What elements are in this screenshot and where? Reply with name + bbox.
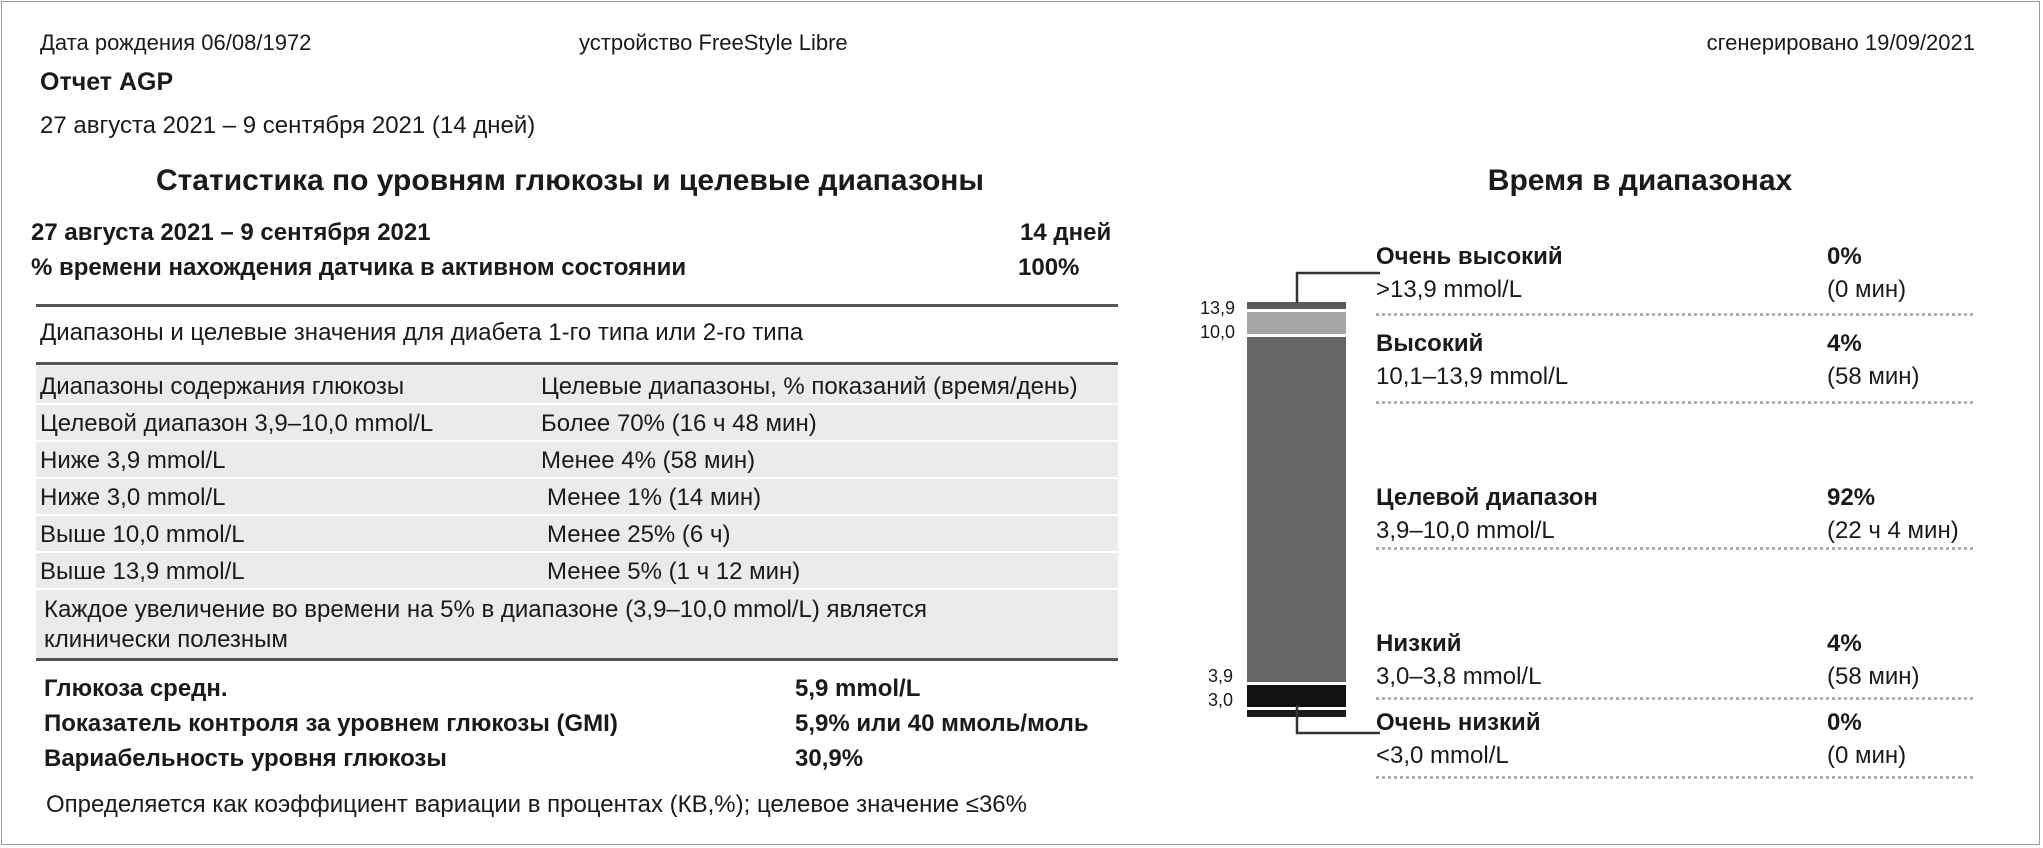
row-separator [36, 477, 1118, 479]
date-of-birth: Дата рождения 06/08/1972 [40, 30, 312, 55]
table-row-range: Целевой диапазон 3,9–10,0 mmol/L [40, 410, 434, 437]
low-pct: 4% [1827, 630, 1862, 657]
table-row-range: Ниже 3,0 mmol/L [40, 484, 226, 511]
high-label: Высокий [1376, 330, 1484, 357]
divider [36, 658, 1118, 661]
target-pct: 92% [1827, 484, 1876, 511]
col-header-targets: Целевые диапазоны, % показаний (время/день) [541, 373, 1078, 400]
row-separator [36, 588, 1118, 590]
sensor-active-value: 100% [1018, 254, 1080, 281]
very-low-time: (0 мин) [1827, 742, 1907, 769]
stats-period: 27 августа 2021 – 9 сентября 2021 [31, 219, 431, 246]
generated-date: сгенерировано 19/09/2021 [1706, 30, 1975, 55]
mean-glucose-value: 5,9 mmol/L [795, 675, 921, 702]
tick-3-0: 3,0 [1208, 690, 1234, 710]
dotted-separator [1376, 401, 1973, 404]
low-time: (58 мин) [1827, 663, 1920, 690]
gmi-label: Показатель контроля за уровнем глюкозы (GMI) [44, 710, 618, 737]
row-separator [36, 403, 1118, 405]
range-connectors [1290, 265, 1390, 745]
report-title: Отчет AGP [40, 68, 174, 96]
table-row-range: Выше 10,0 mmol/L [40, 521, 245, 548]
very-low-range: <3,0 mmol/L [1376, 742, 1509, 769]
dotted-separator [1376, 697, 1973, 700]
high-time: (58 мин) [1827, 363, 1920, 390]
very-high-range: >13,9 mmol/L [1376, 276, 1523, 303]
target-label: Целевой диапазон [1376, 484, 1598, 511]
row-separator [36, 551, 1118, 553]
device-name: устройство FreeStyle Libre [579, 30, 848, 55]
very-high-time: (0 мин) [1827, 276, 1907, 303]
low-range: 3,0–3,8 mmol/L [1376, 663, 1542, 690]
col-header-ranges: Диапазоны содержания глюкозы [40, 373, 405, 400]
target-time: (22 ч 4 мин) [1827, 517, 1959, 544]
sensor-active-label: % времени нахождения датчика в активном состоянии [31, 254, 687, 281]
target-range: 3,9–10,0 mmol/L [1376, 517, 1555, 544]
very-high-label: Очень высокий [1376, 243, 1563, 270]
dotted-separator [1376, 776, 1973, 779]
tick-13-9: 13,9 [1200, 298, 1236, 318]
mean-glucose-label: Глюкоза средн. [44, 675, 228, 702]
very-high-pct: 0% [1827, 243, 1862, 270]
table-row-target: Менее 5% (1 ч 12 мин) [547, 558, 801, 585]
tick-10-0: 10,0 [1200, 322, 1236, 342]
dotted-separator [1376, 313, 1973, 316]
tick-3-9: 3,9 [1208, 666, 1234, 686]
table-row-target: Более 70% (16 ч 48 мин) [541, 410, 817, 437]
low-label: Низкий [1376, 630, 1462, 657]
variability-note: Определяется как коэффициент вариации в процентах (КВ,%); целевое значение ≤36% [46, 791, 1027, 818]
row-separator [36, 440, 1118, 442]
table-row-target: Менее 25% (6 ч) [547, 521, 731, 548]
variability-label: Вариабельность уровня глюкозы [44, 745, 447, 772]
stats-days: 14 дней [1020, 219, 1112, 246]
ranges-caption: Диапазоны и целевые значения для диабета 1-го типа или 2-го типа [40, 319, 804, 346]
divider [36, 304, 1118, 307]
table-row-target: Менее 4% (58 мин) [541, 447, 756, 474]
divider [36, 362, 1118, 365]
very-low-pct: 0% [1827, 709, 1862, 736]
table-row-range: Ниже 3,9 mmol/L [40, 447, 226, 474]
high-range: 10,1–13,9 mmol/L [1376, 363, 1569, 390]
clinical-note: Каждое увеличение во времени на 5% в диапазоне (3,9–10,0 mmol/L) является [44, 596, 927, 623]
very-low-label: Очень низкий [1376, 709, 1541, 736]
gmi-value: 5,9% или 40 ммоль/моль [795, 710, 1089, 737]
table-row-target: Менее 1% (14 мин) [547, 484, 762, 511]
variability-value: 30,9% [795, 745, 864, 772]
dotted-separator [1376, 547, 1973, 550]
table-row-range: Выше 13,9 mmol/L [40, 558, 245, 585]
clinical-note-cont: клинически полезным [44, 626, 288, 653]
row-separator [36, 514, 1118, 516]
report-period: 27 августа 2021 – 9 сентября 2021 (14 дней) [40, 112, 536, 139]
stats-section-title: Статистика по уровням глюкозы и целевые диапазоны [155, 164, 985, 197]
high-pct: 4% [1827, 330, 1862, 357]
tir-section-title: Время в диапазонах [1487, 164, 1793, 197]
